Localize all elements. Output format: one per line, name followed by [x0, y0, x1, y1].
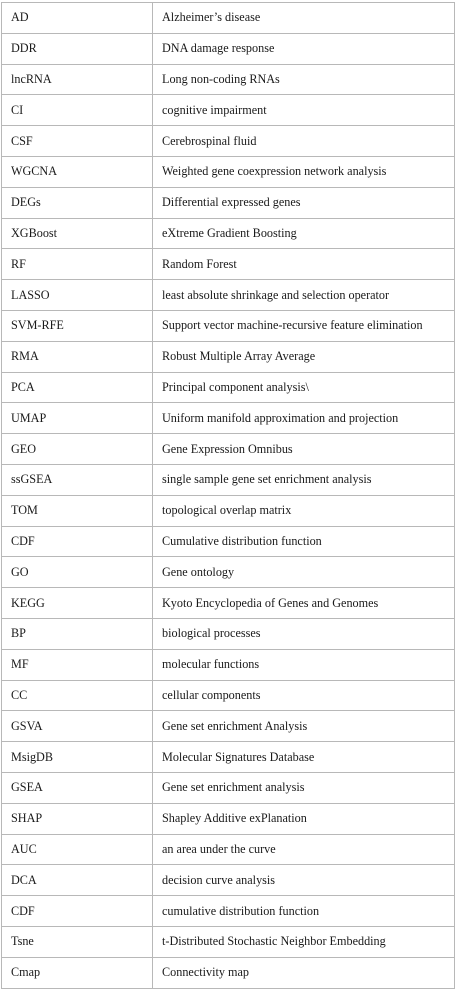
abbreviation-cell: MsigDB — [2, 742, 153, 773]
abbreviation-cell: UMAP — [2, 403, 153, 434]
table-row — [2, 680, 455, 711]
table-row — [2, 711, 455, 742]
abbreviation-cell: MF — [2, 649, 153, 680]
abbreviation-cell: GO — [2, 557, 153, 588]
abbreviation-cell: CC — [2, 680, 153, 711]
table-row — [2, 126, 455, 157]
table-row — [2, 495, 455, 526]
table-row — [2, 834, 455, 865]
abbreviation-cell: BP — [2, 618, 153, 649]
table-row — [2, 372, 455, 403]
table-row — [2, 3, 455, 34]
abbreviation-cell: CI — [2, 95, 153, 126]
abbreviations-table-body — [2, 3, 455, 989]
abbreviation-cell: Cmap — [2, 957, 153, 988]
definition-cell: cellular components — [153, 680, 455, 711]
definition-cell: molecular functions — [153, 649, 455, 680]
definition-cell: Support vector machine-recursive feature elimination — [153, 310, 455, 341]
definition-cell: an area under the curve — [153, 834, 455, 865]
abbreviation-cell: LASSO — [2, 280, 153, 311]
definition-cell: Gene Expression Omnibus — [153, 434, 455, 465]
table-row — [2, 957, 455, 988]
table-row — [2, 434, 455, 465]
definition-cell: cumulative distribution function — [153, 896, 455, 927]
definition-cell: Random Forest — [153, 249, 455, 280]
abbreviation-cell: SHAP — [2, 803, 153, 834]
abbreviation-cell: GSEA — [2, 772, 153, 803]
abbreviation-cell: CDF — [2, 526, 153, 557]
abbreviation-cell: XGBoost — [2, 218, 153, 249]
abbreviation-cell: AD — [2, 3, 153, 34]
definition-cell: Long non-coding RNAs — [153, 64, 455, 95]
definition-cell: Connectivity map — [153, 957, 455, 988]
definition-cell: least absolute shrinkage and selection operator — [153, 280, 455, 311]
abbreviation-cell: DDR — [2, 33, 153, 64]
table-row — [2, 249, 455, 280]
table-row — [2, 526, 455, 557]
definition-cell: Differential expressed genes — [153, 187, 455, 218]
definition-cell: Molecular Signatures Database — [153, 742, 455, 773]
table-row — [2, 156, 455, 187]
table-row — [2, 742, 455, 773]
table-row — [2, 865, 455, 896]
table-row — [2, 557, 455, 588]
table-row — [2, 280, 455, 311]
abbreviation-cell: GEO — [2, 434, 153, 465]
definition-cell: eXtreme Gradient Boosting — [153, 218, 455, 249]
definition-cell: Gene ontology — [153, 557, 455, 588]
table-row — [2, 926, 455, 957]
definition-cell: Robust Multiple Array Average — [153, 341, 455, 372]
definition-cell: Cerebrospinal fluid — [153, 126, 455, 157]
abbreviation-cell: DCA — [2, 865, 153, 896]
abbreviation-cell: lncRNA — [2, 64, 153, 95]
definition-cell: single sample gene set enrichment analysis — [153, 464, 455, 495]
table-row — [2, 896, 455, 927]
abbreviation-cell: DEGs — [2, 187, 153, 218]
abbreviation-cell: AUC — [2, 834, 153, 865]
table-row — [2, 33, 455, 64]
definition-cell: Shapley Additive exPlanation — [153, 803, 455, 834]
abbreviation-cell: KEGG — [2, 588, 153, 619]
abbreviation-cell: CDF — [2, 896, 153, 927]
table-row — [2, 218, 455, 249]
definition-cell: Alzheimer’s disease — [153, 3, 455, 34]
abbreviation-cell: RF — [2, 249, 153, 280]
table-row — [2, 403, 455, 434]
abbreviation-cell: WGCNA — [2, 156, 153, 187]
definition-cell: Principal component analysis\ — [153, 372, 455, 403]
table-row — [2, 464, 455, 495]
definition-cell: Gene set enrichment analysis — [153, 772, 455, 803]
abbreviation-cell: SVM-RFE — [2, 310, 153, 341]
abbreviation-cell: TOM — [2, 495, 153, 526]
definition-cell: cognitive impairment — [153, 95, 455, 126]
definition-cell: Gene set enrichment Analysis — [153, 711, 455, 742]
definition-cell: decision curve analysis — [153, 865, 455, 896]
definition-cell: Weighted gene coexpression network analysis — [153, 156, 455, 187]
definition-cell: Cumulative distribution function — [153, 526, 455, 557]
table-row — [2, 187, 455, 218]
table-row — [2, 310, 455, 341]
definition-cell: topological overlap matrix — [153, 495, 455, 526]
abbreviation-cell: Tsne — [2, 926, 153, 957]
table-row — [2, 588, 455, 619]
definition-cell: biological processes — [153, 618, 455, 649]
table-row — [2, 64, 455, 95]
definition-cell: DNA damage response — [153, 33, 455, 64]
definition-cell: Kyoto Encyclopedia of Genes and Genomes — [153, 588, 455, 619]
table-row — [2, 341, 455, 372]
abbreviation-cell: RMA — [2, 341, 153, 372]
abbreviation-cell: CSF — [2, 126, 153, 157]
abbreviations-table — [1, 2, 455, 989]
table-row — [2, 649, 455, 680]
abbreviation-cell: GSVA — [2, 711, 153, 742]
table-row — [2, 772, 455, 803]
definition-cell: Uniform manifold approximation and projection — [153, 403, 455, 434]
definition-cell: t-Distributed Stochastic Neighbor Embedding — [153, 926, 455, 957]
abbreviation-cell: ssGSEA — [2, 464, 153, 495]
table-row — [2, 618, 455, 649]
table-row — [2, 803, 455, 834]
table-row — [2, 95, 455, 126]
abbreviation-cell: PCA — [2, 372, 153, 403]
